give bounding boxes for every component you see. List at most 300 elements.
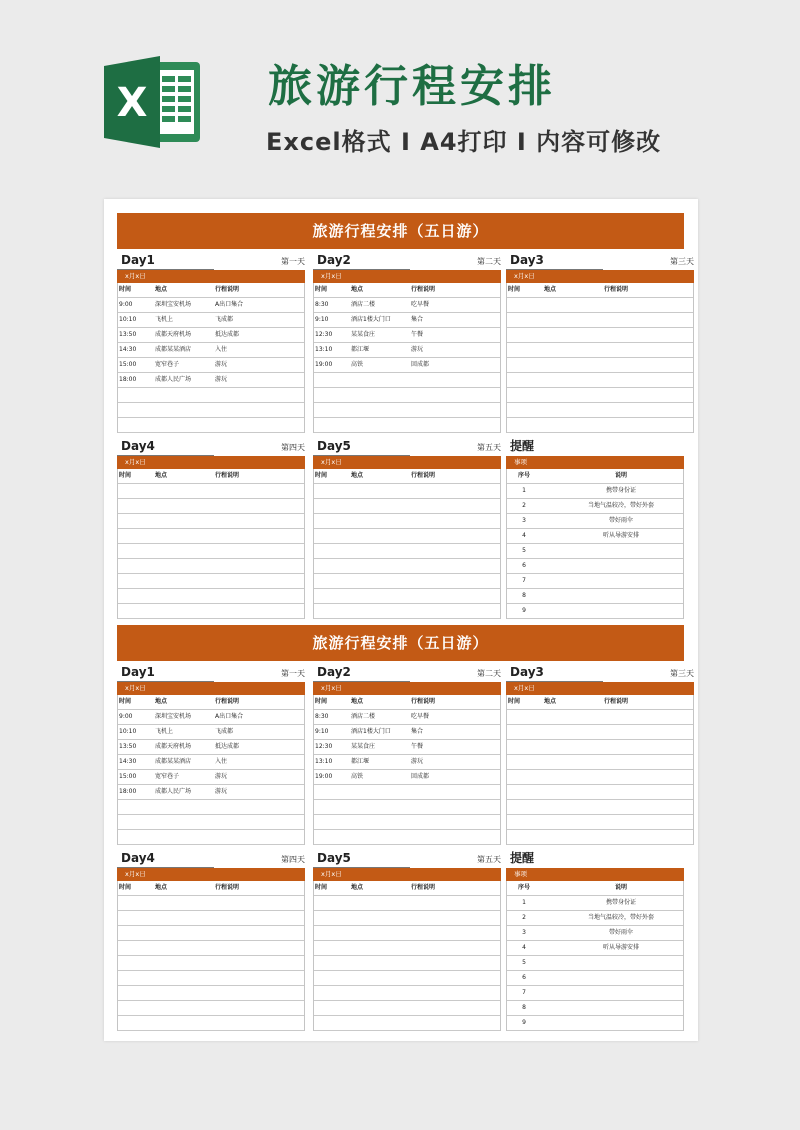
table-header-row [314, 695, 500, 710]
sheet-banner: 旅游行程安排（五日游） [117, 213, 684, 249]
table-row [507, 484, 683, 499]
table-row [118, 589, 304, 604]
header-time: 时间 [119, 698, 132, 705]
cell-place: 成都天府机场 [155, 743, 192, 750]
table-row [507, 529, 683, 544]
cell-note: 集合 [411, 728, 424, 735]
day-table [313, 469, 501, 619]
table-row [314, 1016, 500, 1031]
table-row [507, 926, 683, 941]
table-row [314, 499, 500, 514]
cell-time: 19:00 [315, 773, 333, 780]
table-row [118, 725, 304, 740]
table-header-row [118, 283, 304, 298]
cell-place: 都江堰 [351, 758, 370, 765]
cell-index: 9 [522, 607, 526, 614]
header-note: 行程说明 [411, 286, 436, 293]
day-block [117, 250, 305, 433]
table-row [118, 710, 304, 725]
table-row [314, 418, 500, 433]
cell-note: 游玩 [215, 788, 228, 795]
cell-time: 9:00 [119, 301, 133, 308]
table-row [507, 313, 693, 328]
header-time: 时间 [508, 698, 521, 705]
day-ordinal: 第一天 [281, 257, 305, 266]
header-place: 地点 [155, 286, 168, 293]
day-table [117, 283, 305, 433]
table-row [314, 298, 500, 313]
table-row [118, 514, 304, 529]
table-row [314, 971, 500, 986]
day-ordinal: 第五天 [477, 855, 501, 864]
table-row [507, 418, 693, 433]
day-header [117, 662, 305, 682]
table-row [314, 574, 500, 589]
cell-place: 成都人民广场 [155, 376, 192, 383]
cell-note: 午餐 [411, 331, 424, 338]
date-bar: x月x日 [117, 868, 305, 881]
table-row [314, 740, 500, 755]
table-row [507, 896, 683, 911]
day-title: Day4 [121, 439, 155, 453]
cell-place: 酒店二楼 [351, 713, 376, 720]
itinerary-sheet [117, 625, 694, 1026]
day-title: Day1 [121, 665, 155, 679]
cell-time: 8:30 [315, 713, 329, 720]
day-block [117, 662, 305, 845]
table-row [314, 313, 500, 328]
table-row [314, 926, 500, 941]
cell-index: 1 [522, 487, 526, 494]
table-row [118, 313, 304, 328]
day-table [506, 695, 694, 845]
cell-note: 游玩 [215, 361, 228, 368]
table-row [118, 559, 304, 574]
table-row [507, 499, 683, 514]
divider [506, 681, 603, 682]
cell-description: 听从导游安排 [602, 532, 639, 539]
table-row [314, 484, 500, 499]
cell-time: 14:30 [119, 346, 137, 353]
table-header-row [507, 283, 693, 298]
day-title: Day5 [317, 851, 351, 865]
header-time: 时间 [508, 286, 521, 293]
poster-subtitle: Excel格式 I A4打印 I 内容可修改 [266, 128, 662, 156]
day-title: Day2 [317, 253, 351, 267]
cell-place: 深圳宝安机场 [155, 713, 192, 720]
table-row [118, 298, 304, 313]
table-row [118, 815, 304, 830]
day-ordinal: 第五天 [477, 443, 501, 452]
cell-place: 深圳宝安机场 [155, 301, 192, 308]
day-ordinal: 第二天 [477, 257, 501, 266]
table-row [507, 725, 693, 740]
table-row [507, 710, 693, 725]
day-header [313, 662, 501, 682]
cell-time: 8:30 [315, 301, 329, 308]
table-row [118, 358, 304, 373]
table-row [314, 559, 500, 574]
divider [117, 269, 214, 270]
cell-time: 19:00 [315, 361, 333, 368]
table-header-row [507, 881, 683, 896]
divider [117, 455, 214, 456]
cell-time: 10:10 [119, 728, 137, 735]
table-row [507, 373, 693, 388]
cell-index: 2 [522, 502, 526, 509]
date-bar: x月x日 [117, 682, 305, 695]
table-row [118, 373, 304, 388]
table-row [118, 484, 304, 499]
cell-description: 当地气温较冷，带好外套 [587, 914, 654, 921]
cell-place: 飞机上 [155, 316, 174, 323]
header-note: 行程说明 [604, 286, 629, 293]
table-row [314, 403, 500, 418]
table-row [507, 343, 693, 358]
header-place: 地点 [155, 698, 168, 705]
table-row [314, 896, 500, 911]
divider [313, 269, 410, 270]
table-row [314, 830, 500, 845]
table-row [314, 388, 500, 403]
date-bar: x月x日 [117, 456, 305, 469]
reminder-block [506, 848, 684, 1031]
table-row [314, 1001, 500, 1016]
cell-description: 携带身份证 [605, 899, 636, 906]
cell-description: 带好雨伞 [608, 929, 633, 936]
table-header-row [118, 881, 304, 896]
cell-place: 酒店二楼 [351, 301, 376, 308]
cell-note: 回成都 [411, 361, 430, 368]
header-note: 行程说明 [215, 884, 240, 891]
excel-icon [104, 52, 204, 152]
cell-note: 游玩 [215, 376, 228, 383]
cell-place: 酒店1楼大门口 [351, 728, 391, 735]
day-block [313, 250, 501, 433]
cell-note: 集合 [411, 316, 424, 323]
table-row [314, 529, 500, 544]
day-ordinal: 第四天 [281, 855, 305, 864]
divider [117, 681, 214, 682]
cell-index: 2 [522, 914, 526, 921]
cell-note: 游玩 [215, 773, 228, 780]
header-note: 行程说明 [215, 286, 240, 293]
table-row [314, 373, 500, 388]
cell-note: 吃早餐 [411, 713, 430, 720]
table-row [507, 559, 683, 574]
header-time: 时间 [119, 472, 132, 479]
day-header [313, 848, 501, 868]
cell-time: 12:30 [315, 331, 333, 338]
cell-index: 6 [522, 562, 526, 569]
cell-place: 某某食庄 [351, 743, 376, 750]
day-table [313, 881, 501, 1031]
header-place: 地点 [351, 472, 364, 479]
cell-place: 成都人民广场 [155, 788, 192, 795]
header-description: 说明 [614, 884, 627, 891]
reminder-header [506, 848, 684, 868]
cell-time: 9:00 [119, 713, 133, 720]
cell-time: 18:00 [119, 788, 137, 795]
cell-index: 6 [522, 974, 526, 981]
reminder-header [506, 436, 684, 456]
sheet-banner: 旅游行程安排（五日游） [117, 625, 684, 661]
table-row [118, 740, 304, 755]
header-place: 地点 [155, 472, 168, 479]
header-time: 时间 [119, 286, 132, 293]
header-time: 时间 [119, 884, 132, 891]
table-row [507, 514, 683, 529]
header-time: 时间 [315, 286, 328, 293]
day-block [506, 662, 694, 845]
table-row [118, 1016, 304, 1031]
table-row [118, 956, 304, 971]
cell-place: 某某食庄 [351, 331, 376, 338]
header-place: 地点 [351, 884, 364, 891]
table-row [118, 770, 304, 785]
table-row [118, 544, 304, 559]
cell-time: 9:10 [315, 728, 329, 735]
table-row [118, 418, 304, 433]
cell-time: 15:00 [119, 361, 137, 368]
table-row [507, 941, 683, 956]
date-bar: x月x日 [506, 270, 694, 283]
logo-letter: X [116, 80, 148, 126]
cell-place: 宽窄巷子 [155, 361, 180, 368]
cell-note: 游玩 [411, 346, 424, 353]
cell-index: 7 [522, 577, 526, 584]
table-header-row [118, 469, 304, 484]
divider [117, 867, 214, 868]
table-row [507, 740, 693, 755]
cell-index: 3 [522, 517, 526, 524]
cell-place: 高铁 [351, 361, 364, 368]
day-title: Day3 [510, 253, 544, 267]
day-block [117, 436, 305, 619]
date-bar: x月x日 [313, 868, 501, 881]
table-row [507, 604, 683, 619]
cell-index: 8 [522, 592, 526, 599]
cell-time: 13:50 [119, 743, 137, 750]
header-time: 时间 [315, 884, 328, 891]
reminder-title: 提醒 [510, 851, 535, 865]
cell-time: 15:00 [119, 773, 137, 780]
table-row [314, 815, 500, 830]
table-row [314, 956, 500, 971]
cell-note: 飞成都 [215, 728, 234, 735]
cell-place: 高铁 [351, 773, 364, 780]
day-ordinal: 第三天 [670, 669, 694, 678]
table-row [507, 388, 693, 403]
cell-note: 抵达成都 [215, 331, 240, 338]
divider [313, 455, 410, 456]
table-row [118, 800, 304, 815]
table-row [314, 544, 500, 559]
cell-time: 13:10 [315, 346, 333, 353]
poster-title: 旅游行程安排 [268, 61, 556, 112]
table-row [118, 830, 304, 845]
day-header [313, 436, 501, 456]
day-title: Day4 [121, 851, 155, 865]
cell-index: 4 [522, 532, 526, 539]
header-note: 行程说明 [604, 698, 629, 705]
table-row [507, 589, 683, 604]
cell-note: A出口集合 [215, 713, 244, 720]
table-row [118, 755, 304, 770]
cell-time: 13:10 [315, 758, 333, 765]
table-row [314, 604, 500, 619]
date-bar: x月x日 [313, 270, 501, 283]
date-bar: x月x日 [313, 456, 501, 469]
table-row [507, 755, 693, 770]
day-header [506, 662, 694, 682]
cell-note: 入住 [215, 758, 228, 765]
table-row [507, 830, 693, 845]
cell-index: 8 [522, 1004, 526, 1011]
table-row [314, 514, 500, 529]
header-place: 地点 [544, 698, 557, 705]
cell-index: 1 [522, 899, 526, 906]
table-row [507, 770, 693, 785]
cell-note: 午餐 [411, 743, 424, 750]
cell-note: 吃早餐 [411, 301, 430, 308]
day-header [117, 436, 305, 456]
cell-time: 13:50 [119, 331, 137, 338]
day-title: Day2 [317, 665, 351, 679]
table-row [118, 941, 304, 956]
table-row [118, 896, 304, 911]
cell-note: 抵达成都 [215, 743, 240, 750]
cell-place: 都江堰 [351, 346, 370, 353]
header-index: 序号 [517, 884, 530, 891]
cell-time: 14:30 [119, 758, 137, 765]
table-row [507, 544, 683, 559]
table-row [314, 328, 500, 343]
table-row [118, 328, 304, 343]
table-header-row [314, 283, 500, 298]
date-bar: x月x日 [117, 270, 305, 283]
table-row [118, 986, 304, 1001]
divider [506, 269, 603, 270]
day-block [313, 848, 501, 1031]
table-row [118, 343, 304, 358]
table-row [314, 911, 500, 926]
divider [313, 681, 410, 682]
cell-place: 宽窄巷子 [155, 773, 180, 780]
day-block [506, 250, 694, 433]
day-table [506, 283, 694, 433]
table-row [118, 499, 304, 514]
table-row [314, 986, 500, 1001]
table-row [118, 403, 304, 418]
table-row [507, 971, 683, 986]
table-header-row [507, 469, 683, 484]
cell-note: A出口集合 [215, 301, 244, 308]
cell-place: 酒店1楼大门口 [351, 316, 391, 323]
table-row [507, 785, 693, 800]
day-table [313, 695, 501, 845]
table-header-row [507, 695, 693, 710]
header-place: 地点 [155, 884, 168, 891]
header-note: 行程说明 [215, 472, 240, 479]
cell-time: 9:10 [315, 316, 329, 323]
day-ordinal: 第二天 [477, 669, 501, 678]
cell-note: 飞成都 [215, 316, 234, 323]
header-time: 时间 [315, 472, 328, 479]
table-header-row [314, 469, 500, 484]
cell-description: 当地气温较冷，带好外套 [587, 502, 654, 509]
cell-index: 7 [522, 989, 526, 996]
table-row [507, 328, 693, 343]
table-row [118, 971, 304, 986]
cell-description: 携带身份证 [605, 487, 636, 494]
day-header [117, 250, 305, 270]
table-row [314, 358, 500, 373]
reminder-bar: 事项 [506, 456, 684, 469]
table-row [507, 1016, 683, 1031]
header-place: 地点 [351, 286, 364, 293]
table-row [507, 911, 683, 926]
itinerary-sheet [117, 213, 694, 614]
table-row [314, 770, 500, 785]
day-ordinal: 第四天 [281, 443, 305, 452]
table-row [507, 986, 683, 1001]
cell-description: 带好雨伞 [608, 517, 633, 524]
day-title: Day5 [317, 439, 351, 453]
day-table [117, 695, 305, 845]
table-row [314, 755, 500, 770]
table-row [314, 800, 500, 815]
table-row [507, 298, 693, 313]
cell-index: 9 [522, 1019, 526, 1026]
cell-place: 飞机上 [155, 728, 174, 735]
day-header [117, 848, 305, 868]
cell-note: 游玩 [411, 758, 424, 765]
header-index: 序号 [517, 472, 530, 479]
reminder-title: 提醒 [510, 439, 535, 453]
table-row [118, 574, 304, 589]
day-table [117, 881, 305, 1031]
date-bar: x月x日 [506, 682, 694, 695]
day-block [313, 436, 501, 619]
table-row [314, 725, 500, 740]
table-row [507, 403, 693, 418]
cell-time: 12:30 [315, 743, 333, 750]
table-row [507, 815, 693, 830]
cell-index: 4 [522, 944, 526, 951]
table-row [118, 529, 304, 544]
header-note: 行程说明 [411, 472, 436, 479]
cell-description: 听从导游安排 [602, 944, 639, 951]
table-row [118, 388, 304, 403]
table-row [314, 941, 500, 956]
reminder-table [506, 881, 684, 1031]
day-block [117, 848, 305, 1031]
reminder-block [506, 436, 684, 619]
day-table [313, 283, 501, 433]
cell-time: 10:10 [119, 316, 137, 323]
day-ordinal: 第一天 [281, 669, 305, 678]
reminder-table [506, 469, 684, 619]
table-row [507, 358, 693, 373]
header-note: 行程说明 [411, 884, 436, 891]
day-header [313, 250, 501, 270]
cell-place: 成都天府机场 [155, 331, 192, 338]
table-row [507, 1001, 683, 1016]
table-row [314, 343, 500, 358]
cell-index: 5 [522, 959, 526, 966]
table-row [314, 785, 500, 800]
